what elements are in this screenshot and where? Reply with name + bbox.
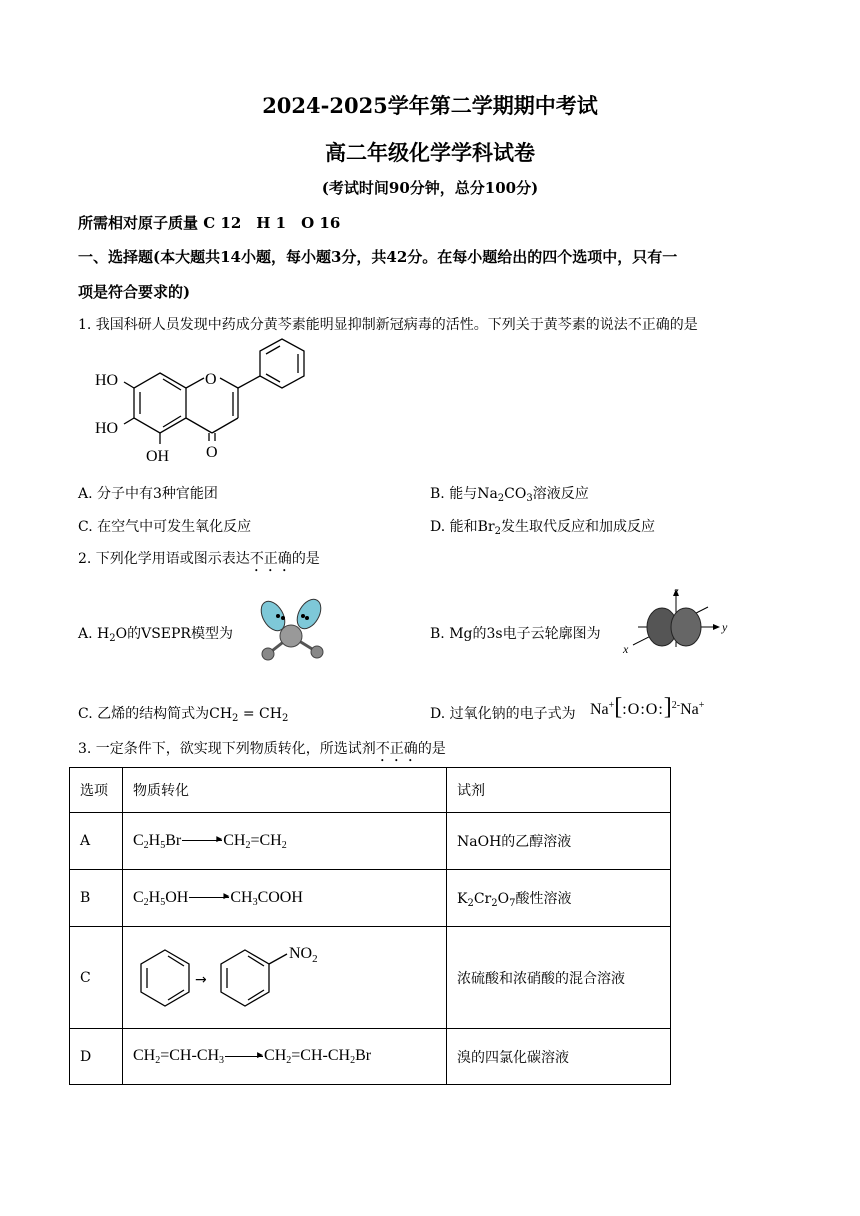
q3-table: [69, 767, 671, 1085]
q2-option-d: D. 过氧化钠的电子式为: [430, 706, 576, 722]
q1-option-c: C. 在空气中可发生氧化反应: [78, 519, 252, 535]
q1-stem: 1. 我国科研人员发现中药成分黄芩素能明显抑制新冠病毒的活性。下列关于黄芩素的说法不正确的是: [78, 317, 698, 333]
label-ring-o: O: [205, 371, 217, 388]
label-carbonyl-o: O: [206, 444, 218, 461]
q1-option-b: B. 能与$Na_2CO_3$溶液反应: [430, 486, 589, 504]
exam-subtitle: 高二年级化学学科试卷: [325, 140, 535, 165]
axis-y-label: y: [722, 620, 728, 634]
header-option: 选项: [70, 768, 123, 813]
q3-stem: 3. 一定条件下，欲实现下列物质转化，所选试剂不正确的是: [78, 741, 446, 757]
q2-option-c: C. 乙烯的结构简式为$CH_2 = CH_2$: [78, 706, 289, 724]
conversion-a: $C_2H_5Br$ ► $CH_2=CH_2$: [123, 813, 447, 870]
reagent-c: 浓硫酸和浓硝酸的混合溶液: [447, 927, 671, 1029]
table-row: [70, 870, 671, 927]
reaction-arrow: ►: [225, 1056, 263, 1057]
no2-subscript: 2: [312, 952, 318, 965]
row-label: A: [70, 813, 123, 870]
header-conversion: 物质转化: [123, 768, 447, 813]
table-row: [70, 813, 671, 870]
row-label: C: [70, 927, 123, 1029]
row-label: D: [70, 1029, 123, 1085]
q2-stem: 2. 下列化学用语或图示表达不正确的是: [78, 551, 320, 567]
conversion-d: $CH_2=CH-CH_3$ ► $CH_2=CH-CH_2Br$: [123, 1029, 447, 1085]
exam-title: 2024-2025学年第二学期期中考试: [262, 93, 598, 118]
no2-label: NO: [289, 944, 313, 962]
label-ho-mid: HO: [95, 420, 119, 437]
q1-option-d: D. 能和$Br_2$发生取代反应和加成反应: [430, 519, 655, 537]
svg-text:NO2: [289, 945, 318, 965]
benzene-ring: [141, 950, 189, 1006]
reagent-d: 溴的四氯化碳溶液: [447, 1029, 671, 1085]
axis-x-label: x: [623, 642, 629, 655]
atomic-mass-line: 所需相对原子质量 C 12 H 1 O 16: [78, 214, 341, 232]
q2-option-b: B. Mg的3s电子云轮廓图为: [430, 626, 601, 642]
header-reagent: 试剂: [447, 768, 671, 813]
na2o2-electron-formula: Na+[:O:O:]$^{2-}$Na+: [590, 694, 705, 720]
reagent-b: $K_2Cr_2O_7$酸性溶液: [447, 870, 671, 927]
table-header-row: [70, 768, 671, 813]
reaction-arrow: ►: [189, 897, 229, 898]
mg-3s-orbital-diagram: [618, 585, 738, 655]
baicalein-structure: [90, 338, 320, 468]
conversion-b: $C_2H_5OH$ ► $CH_3COOH$: [123, 870, 447, 927]
section1-heading-cont: 项是符合要求的): [78, 283, 191, 301]
exam-time-info: (考试时间90分钟，总分100分): [321, 179, 539, 197]
label-ho-top: HO: [95, 372, 119, 389]
nitrobenzene-ring: [221, 950, 269, 1006]
benzene-nitration-diagram: [133, 938, 333, 1018]
h2o-vsepr-model: [255, 598, 335, 664]
conversion-arrow: →: [195, 971, 207, 988]
q1-option-a: A. 分子中有3种官能团: [78, 486, 218, 502]
conversion-c: [123, 927, 447, 1029]
axis-z-label: z: [674, 585, 679, 598]
table-row: [70, 927, 671, 1029]
reagent-a: NaOH的乙醇溶液: [447, 813, 671, 870]
label-oh-bottom: OH: [146, 448, 170, 465]
row-label: B: [70, 870, 123, 927]
reaction-arrow: ►: [182, 840, 222, 841]
section1-heading: 一、选择题(本大题共14小题，每小题3分，共42分。在每小题给出的四个选项中，只有一: [78, 248, 678, 266]
q2-option-a: A. $H_2O$的VSEPR模型为: [78, 626, 233, 644]
table-row: [70, 1029, 671, 1085]
